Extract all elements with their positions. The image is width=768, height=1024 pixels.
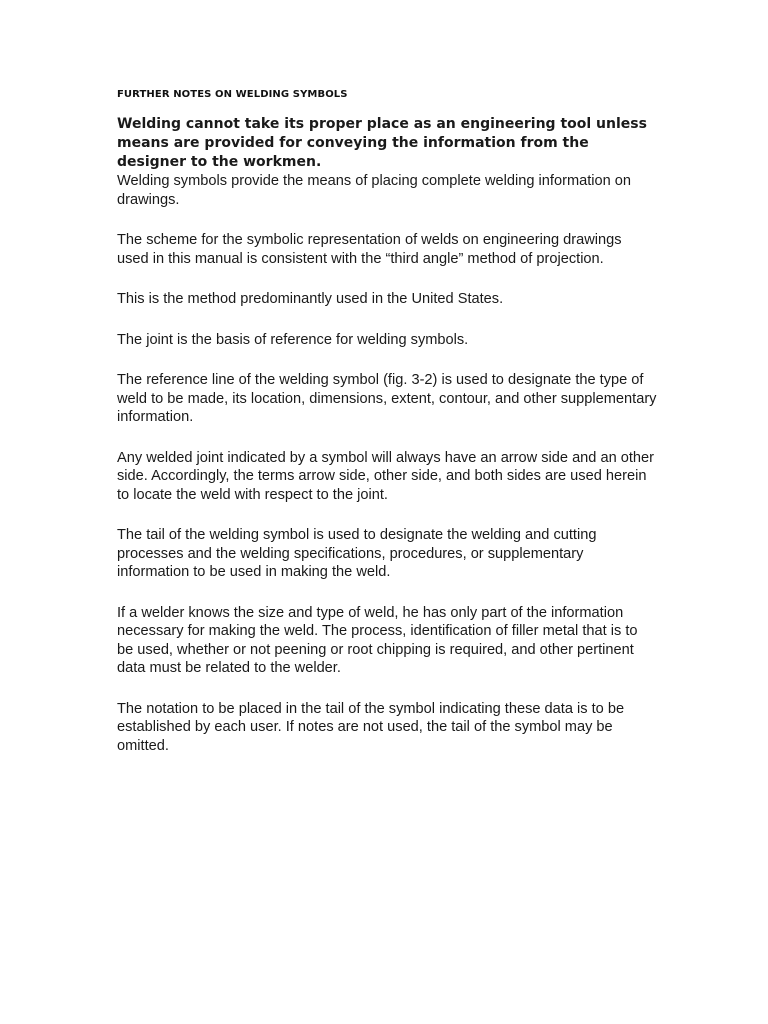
paragraph-welding-symbols-means: Welding symbols provide the means of placing complete welding information on drawings. <box>117 173 632 208</box>
paragraph-third-angle-projection: The scheme for the symbolic representation of welds on engineering drawings used in this manual is consistent with the “third angle” method of projection. <box>117 232 622 267</box>
paragraph-tail-notation: The notation to be placed in the tail of the symbol indicating these data is to be established by each user. If notes are not used, the tail of the symbol may be omitted. <box>117 700 625 754</box>
paragraph-united-states-method: This is the method predominantly used in the United States. <box>117 291 504 307</box>
document-body <box>117 88 657 777</box>
paragraph-joint-basis: The joint is the basis of reference for welding symbols. <box>117 331 469 348</box>
lead-statement: Welding cannot take its proper place as an engineering tool unless means are provided for conveying the information from the designer to the workmen. <box>117 116 647 170</box>
paragraph-welder-information: If a welder knows the size and type of weld, he has only part of the information necessary for making the weld. The process, identification of filler metal that is to be used, whether or not peening or root chipping is required, and other pertinent data must be related to the welder. <box>117 604 638 676</box>
paragraph-reference-line: The reference line of the welding symbol (fig. 3-2) is used to designate the type of weld to be made, its location, dimensions, extent, contour, and other supplementary information. <box>117 372 657 425</box>
document-heading: FURTHER NOTES ON WELDING SYMBOLS <box>117 89 348 100</box>
paragraph-arrow-side-other-side: Any welded joint indicated by a symbol will always have an arrow side and an other side. Accordingly, the terms arrow side, other side, and both sides are used herein to locate the weld with respect to the joint. <box>117 449 655 503</box>
paragraph-tail-of-symbol: The tail of the welding symbol is used to designate the welding and cutting processes and the welding specifications, procedures, or supplementary information to be used in making the weld. <box>117 527 597 580</box>
